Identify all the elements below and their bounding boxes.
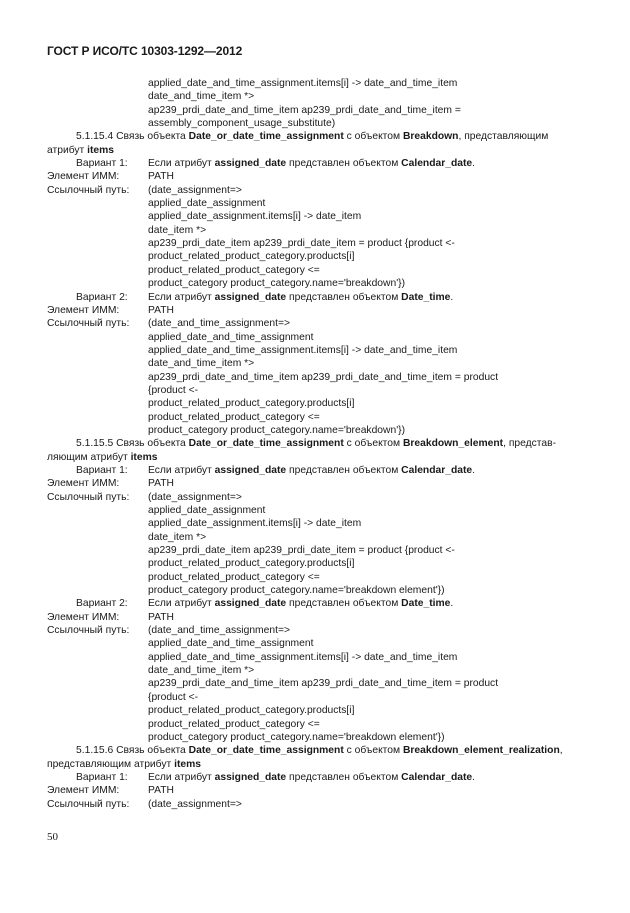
field-value: PATH [148,611,174,623]
field-line [47,184,587,197]
reference-path-line [47,411,587,424]
path-text: product_category product_category.name='breakdown'}) [148,424,406,436]
reference-path-line [47,517,587,530]
path-text: applied_date_and_time_assignment.items[i] -> date_and_time_item [148,651,458,663]
field-line [47,304,587,317]
condition-text: . [450,291,454,303]
condition-text: представлен объектом [286,158,402,170]
path-text: applied_date_assignment.items[i] -> date_item [148,211,362,223]
path-text: applied_date_assignment [148,505,266,516]
field-value: PATH [148,785,174,797]
field-label: Элемент ИММ: [47,304,120,316]
field-label: Ссылочный путь: [47,625,130,637]
reference-path-line [47,718,587,731]
reference-path-line [47,224,587,237]
section-number: 5.1.15.6 Связь объекта [76,745,189,757]
path-text: date_item *> [148,224,207,236]
path-text: {product <- [148,691,199,703]
variant-line [47,291,587,304]
section-number: 5.1.15.4 Связь объекта [76,131,189,143]
path-text: product_related_product_category.products[i] [148,705,355,717]
section-number: 5.1.15.5 Связь объекта [76,438,189,450]
reference-path-line [47,584,587,597]
reference-path-line [47,77,587,90]
section-text: ляющим атрибут [47,451,131,463]
field-line [47,784,587,797]
reference-path-line [47,357,587,370]
field-value: (date_assignment=> [148,798,242,810]
variant-line [47,597,587,610]
condition-text: представлен объектом [286,464,402,476]
reference-path-line [47,104,587,117]
document-header: ГОСТ Р ИСО/ТС 10303-1292—2012 [47,44,243,58]
reference-path-line [47,704,587,717]
attribute-name: items [130,451,158,463]
reference-path-line [47,691,587,704]
field-value: PATH [148,478,174,490]
field-value: (date_assignment=> [148,491,242,503]
field-label: Элемент ИММ: [47,785,120,797]
field-value: (date_and_time_assignment=> [148,625,290,637]
attribute-name: assigned_date [214,158,287,170]
path-text: ap239_prdi_date_item ap239_prdi_date_item = product {product <- [148,545,455,557]
field-line [47,624,587,637]
condition-text: представлен объектом [286,291,402,303]
variant-label: Вариант 1: [76,771,128,783]
reference-path-line [47,557,587,570]
path-text: ap239_prdi_date_and_time_item ap239_prdi_date_and_time_item = product [148,678,499,690]
reference-path-line [47,424,587,437]
field-line [47,798,587,811]
reference-path-line [47,664,587,677]
section-text: с объектом [343,131,403,143]
path-text: product_related_product_category.products[i] [148,398,355,410]
reference-path-line [47,210,587,223]
field-value: PATH [148,304,174,316]
field-label: Элемент ИММ: [47,478,120,490]
path-text: product_related_product_category <= [148,411,320,423]
section-heading [47,130,587,143]
section-heading-continuation [47,144,587,157]
field-line [47,611,587,624]
variant-label: Вариант 1: [76,158,128,170]
path-text: applied_date_and_time_assignment [148,638,314,650]
condition-text: . [450,598,454,610]
attribute-name: items [174,758,201,770]
field-value: (date_assignment=> [148,184,242,196]
field-label: Элемент ИММ: [47,171,120,183]
section-text: атрибут [47,144,88,156]
field-label: Ссылочный путь: [47,184,130,196]
path-text: date_and_time_item *> [148,91,255,103]
path-text: product_related_product_category.products[i] [148,251,355,263]
condition-text: Если атрибут [148,771,215,783]
reference-path-line [47,90,587,103]
field-line [47,170,587,183]
object-name: Calendar_date [401,771,473,783]
section-text: с объектом [343,438,403,450]
page-number: 50 [47,831,58,843]
reference-path-line [47,277,587,290]
section-text: , [559,745,563,757]
condition-text: представлен объектом [286,771,402,783]
attribute-name: assigned_date [214,598,287,610]
field-label: Элемент ИММ: [47,611,120,623]
condition-text: Если атрибут [148,158,215,170]
field-value: (date_and_time_assignment=> [148,318,290,330]
variant-condition [148,464,475,477]
reference-path-line [47,384,587,397]
attribute-name: assigned_date [214,464,287,476]
entity-name: Date_or_date_time_assignment [188,131,344,143]
variant-condition [148,597,453,610]
object-name: Date_time [401,598,451,610]
field-value: PATH [148,171,174,183]
field-line [47,477,587,490]
path-text: product_related_product_category <= [148,571,320,583]
object-name: Calendar_date [401,158,473,170]
path-text: product_related_product_category <= [148,718,320,730]
section-text: , представ- [503,438,557,450]
object-name: Date_time [401,291,451,303]
reference-path-line [47,250,587,263]
path-text: applied_date_and_time_assignment.items[i] -> date_and_time_item [148,344,458,356]
variant-condition [148,157,475,170]
entity-name: Date_or_date_time_assignment [188,438,344,450]
section-text: с объектом [343,745,403,757]
section-text: , представляющим [458,131,549,143]
section-heading-continuation [47,451,587,464]
path-text: applied_date_assignment [148,198,266,210]
reference-path-line [47,544,587,557]
path-text: applied_date_and_time_assignment.items[i] -> date_and_time_item [148,78,458,89]
variant-label: Вариант 2: [76,598,128,610]
section-heading [47,437,587,450]
reference-path-line [47,331,587,344]
reference-path-line [47,117,587,130]
attribute-name: assigned_date [214,771,287,783]
field-label: Ссылочный путь: [47,798,130,810]
variant-label: Вариант 1: [76,464,128,476]
path-text: product_category product_category.name='breakdown'}) [148,278,406,290]
attribute-name: assigned_date [214,291,287,303]
reference-path-line [47,504,587,517]
path-text: {product <- [148,384,199,396]
path-text: assembly_component_usage_substitute) [148,118,336,130]
target-entity-name: Breakdown [402,131,459,143]
condition-text: . [472,158,476,170]
reference-path-line [47,264,587,277]
reference-path-line [47,677,587,690]
field-label: Ссылочный путь: [47,491,130,503]
reference-path-line [47,237,587,250]
condition-text: Если атрибут [148,464,215,476]
field-line [47,317,587,330]
reference-path-line [47,197,587,210]
path-text: applied_date_assignment.items[i] -> date_item [148,518,362,530]
variant-line [47,771,587,784]
path-text: product_related_product_category.products[i] [148,558,355,570]
condition-text: . [472,771,476,783]
entity-name: Date_or_date_time_assignment [188,745,344,757]
condition-text: Если атрибут [148,291,215,303]
variant-line [47,157,587,170]
path-text: ap239_prdi_date_item ap239_prdi_date_item = product {product <- [148,238,455,250]
document-body [47,77,587,811]
object-name: Calendar_date [401,464,473,476]
reference-path-line [47,397,587,410]
field-line [47,491,587,504]
path-text: date_and_time_item *> [148,358,255,370]
section-text: представляющим атрибут [47,758,175,770]
path-text: applied_date_and_time_assignment [148,331,314,343]
path-text: date_item *> [148,531,207,543]
path-text: date_and_time_item *> [148,665,255,677]
field-label: Ссылочный путь: [47,318,130,330]
variant-label: Вариант 2: [76,291,128,303]
reference-path-line [47,637,587,650]
condition-text: представлен объектом [286,598,402,610]
path-text: ap239_prdi_date_and_time_item ap239_prdi_date_and_time_item = product [148,371,499,383]
variant-condition [148,291,453,304]
reference-path-line [47,651,587,664]
condition-text: . [472,464,476,476]
attribute-name: items [87,144,114,156]
path-text: product_related_product_category <= [148,264,320,276]
section-heading [47,744,587,757]
reference-path-line [47,531,587,544]
path-text: product_category product_category.name='breakdown element'}) [148,731,445,743]
path-text: product_category product_category.name='breakdown element'}) [148,585,445,597]
section-heading-continuation [47,758,587,771]
reference-path-line [47,344,587,357]
condition-text: Если атрибут [148,598,215,610]
reference-path-line [47,731,587,744]
target-entity-name: Breakdown_element_realization [402,745,560,757]
target-entity-name: Breakdown_element [402,438,504,450]
variant-condition [148,771,475,784]
reference-path-line [47,571,587,584]
path-text: ap239_prdi_date_and_time_item ap239_prdi_date_and_time_item = [148,104,461,116]
reference-path-line [47,371,587,384]
variant-line [47,464,587,477]
